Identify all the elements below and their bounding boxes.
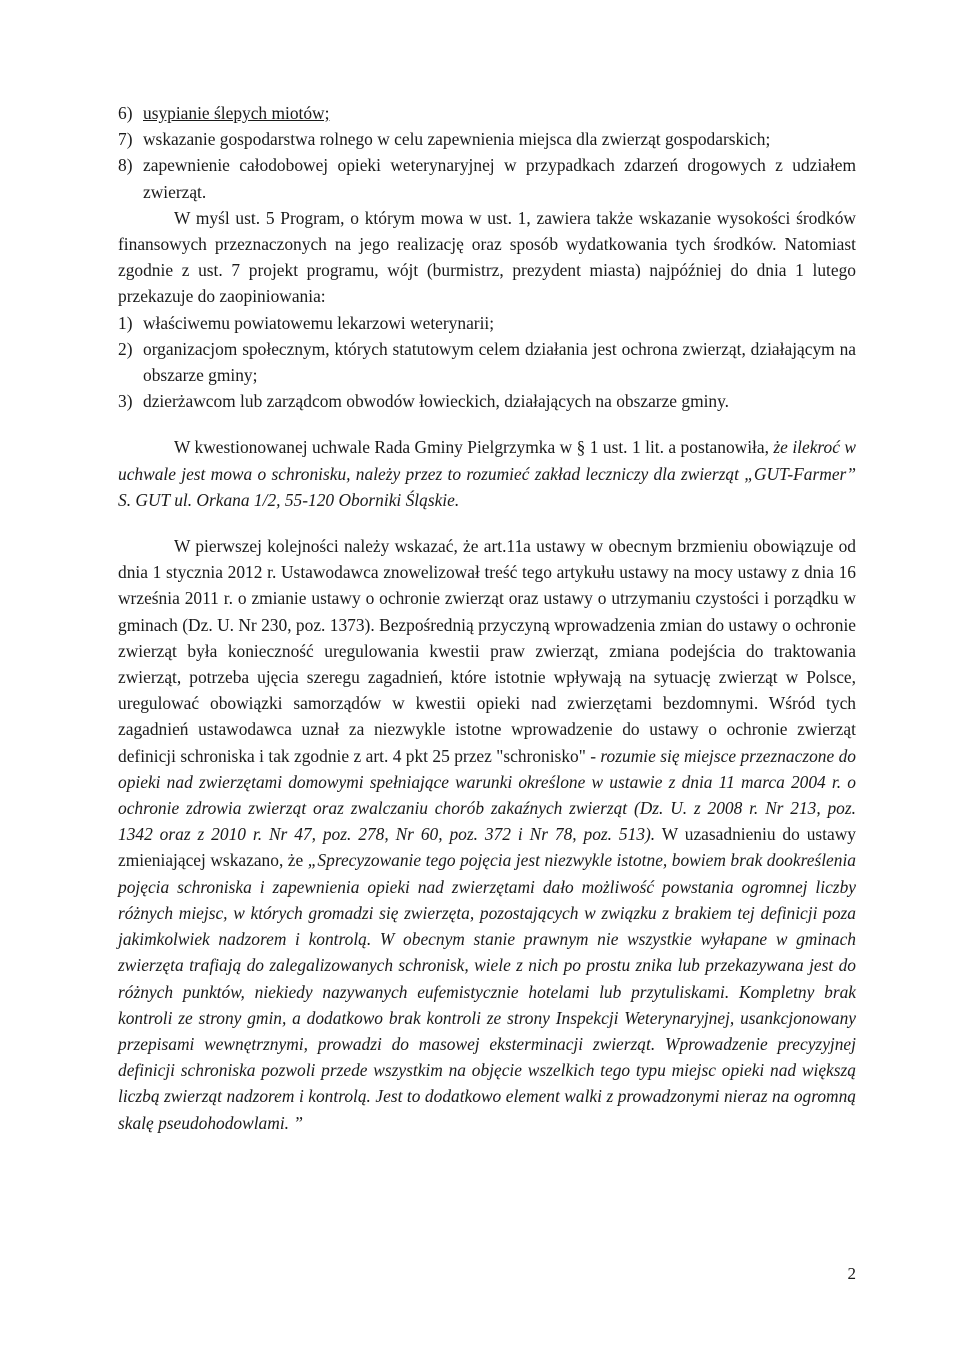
list-text: organizacjom społecznym, których statutowym celem działania jest ochrona zwierząt, działającym na obszarze gminy; (143, 338, 856, 386)
resolution-quote: że ilekroć w uchwale jest mowa o schronisku, należy przez to rozumieć zakład leczniczy dla zwierząt „GUT-Farmer” S. GUT ul. Orkana 1/2, 55-120 Oborniki Śląskie. (118, 437, 856, 510)
list-text: zapewnienie całodobowej opieki weterynaryjnej w przypadkach zdarzeń drogowych z udziałem zwierząt. (143, 155, 856, 202)
list-text: wskazanie gospodarstwa rolnego w celu zapewnienia miejsca dla zwierząt gospodarskich; (143, 129, 771, 150)
paragraph-program: W myśl ust. 5 Program, o którym mowa w ust. 1, zawiera także wskazanie wysokości środków finansowych przeznaczonych na jego realizację oraz sposób wydatkowania tych środków. Natomiast zgodnie z ust. 7 projekt programu, wójt (burmistrz, prezydent miasta) najpóźniej do dnia 1 lutego przekazuje do zaopiniowania: (118, 207, 856, 307)
list-number: 3) (118, 391, 133, 412)
list-item (118, 388, 856, 414)
resolution-text: W kwestionowanej uchwale Rada Gminy Pielgrzymka w § 1 ust. 1 lit. a postanowiła, (174, 437, 769, 458)
list-item (118, 100, 856, 126)
paragraph-resolution (118, 434, 856, 513)
paragraph-analysis (118, 533, 856, 1136)
list-number: 8) (118, 155, 133, 176)
analysis-text-1: W pierwszej kolejności należy wskazać, że art.11a ustawy w obecnym brzmieniu obowiązuje od dnia 1 stycznia 2012 r. Ustawodawca znowelizował treść tego artykułu ustawy na mocy ustawy z dnia 16 września 2011 r. o zmianie ustawy o ochronie zwierząt oraz ustawy o utrzymaniu czystości i porządku w gminach (Dz. U. Nr 230, poz. 1373). Bezpośrednią przyczyną wprowadzenia zmian do ustawy o ochronie zwierząt była konieczność uregulowania kwestii praw zwierząt, zmiana podejścia do traktowania zwierząt, potrzeba ujęcia szeregu zagadnień, które istotnie wpływają na sytuację zwierząt w Polsce, uregulować obowiązki samorządów w kwestii opieki nad zwierzętami bezdomnymi. Wśród tych zagadnień ustawodawca uznał za niezwykle istotne wprowadzenie do ustawy o ochronie zwierząt definicji schroniska i tak zgodnie z art. 4 pkt 25 przez "schronisko" - (118, 536, 856, 766)
list-text: usypianie ślepych miotów; (143, 103, 330, 123)
analysis-quote-justification: „Sprecyzowanie tego pojęcia jest niezwykle istotne, bowiem brak dookreślenia pojęcia schroniska i zapewnienia opieki nad zwierzętami dało możliwość powstania ogromnej liczby różnych miejsc, w których gromadzi się zwierzęta, pozostających w związku z brakiem tej definicji poza jakimkolwiek nadzorem i kontrolą. W obecnym stanie prawnym nie wszystkie wyłapane w gminach zwierzęta trafiają do zalegalizowanych schronisk, wiele z nich po prostu znika lub przekazywana jest do różnych punktów, niekiedy nazywanych eufemistycznie hotelami lub przytuliskami. Kompletny brak kontroli ze strony gmin, a dodatkowo brak kontroli ze strony Inspekcji Weterynaryjnej, usankcjonowany przepisami wewnętrznymi, prowadzi do masowej eksterminacji zwierząt. Wprowadzenie precyzyjnej definicji schroniska pozwoli przede wszystkim na objęcie wszelkich tego typu miejsc opieki nad większą liczbą zwierząt nadzorem i kontrolą. Jest to dodatkowo element walki z prowadzonymi nieraz na ogromną skalę pseudohodowlami. ” (118, 850, 856, 1133)
list-number: 2) (118, 338, 133, 359)
list-item (118, 336, 856, 388)
list-item (118, 310, 856, 336)
list-item (118, 126, 856, 152)
list-number: 6) (118, 103, 133, 123)
list-item (118, 152, 856, 204)
document-body (118, 100, 856, 1136)
list-text: właściwemu powiatowemu lekarzowi weterynarii; (143, 312, 495, 333)
page-number: 2 (847, 1264, 856, 1283)
list-number: 7) (118, 129, 133, 150)
analysis-text-2: W uzasadnieniu do ustawy zmieniającej wskazano, że (118, 824, 856, 871)
analysis-quote-definition: rozumie się miejsce przeznaczone do opieki nad zwierzętami domowymi spełniające warunki określone w ustawie z dnia 11 marca 2004 r. o ochronie zdrowia zwierząt oraz zwalczaniu chorób zakaźnych zwierząt (Dz. U. z 2008 r. Nr 213, poz. 1342 oraz z 2010 r. Nr 47, poz. 278, Nr 60, poz. 372 i Nr 78, poz. 513). (118, 745, 856, 845)
list-text: dzierżawcom lub zarządcom obwodów łowieckich, działających na obszarze gminy. (143, 391, 730, 412)
list-number: 1) (118, 312, 133, 333)
